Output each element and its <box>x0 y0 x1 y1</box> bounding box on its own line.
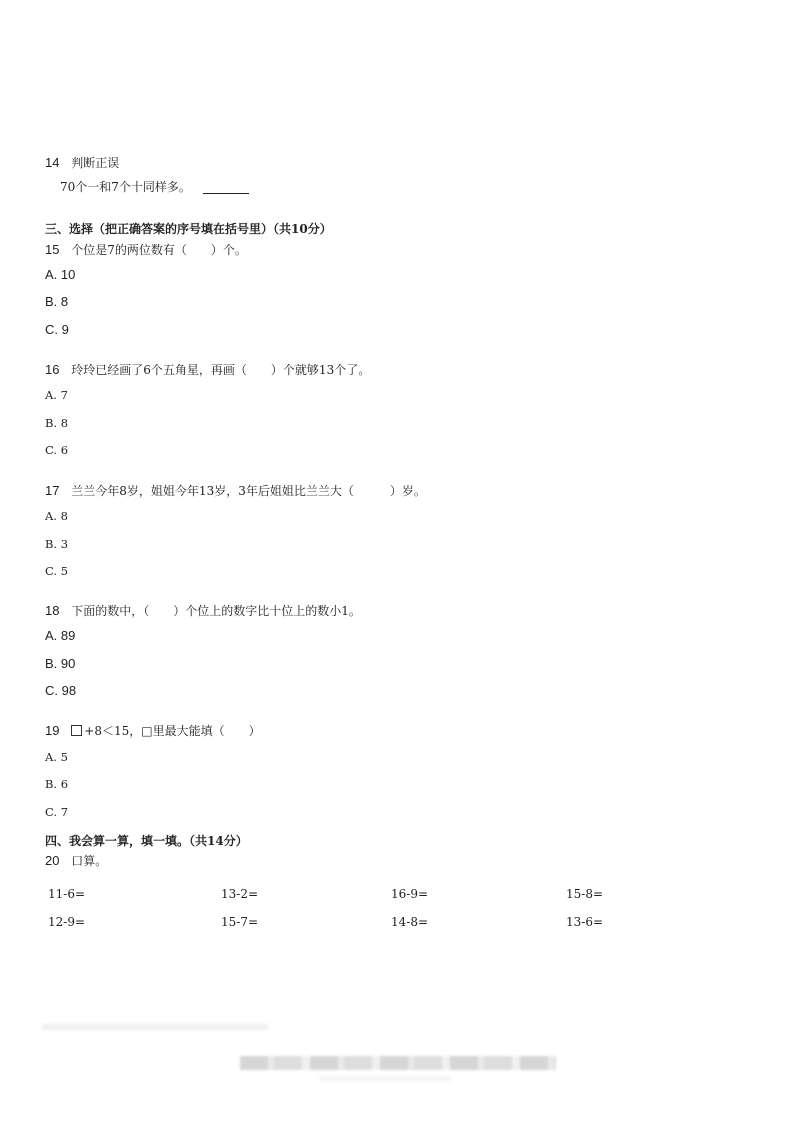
option-b[interactable]: B. 6 <box>45 777 69 791</box>
footer-faint-line <box>320 1077 450 1081</box>
option-c[interactable]: C. 5 <box>45 564 69 578</box>
footer-watermark <box>240 1056 556 1070</box>
option-c[interactable]: C. 9 <box>45 322 69 337</box>
calc-item: 11-6= <box>48 887 86 901</box>
calc-item: 13-6= <box>566 915 604 929</box>
statement-text: 70个一和7个十同样多。 <box>60 180 191 194</box>
question-17 <box>45 484 426 498</box>
question-text: 兰兰今年8岁，姐姐今年13岁，3年后姐姐比兰兰大（ ）岁。 <box>71 484 426 498</box>
option-a[interactable]: A. 7 <box>45 388 68 402</box>
question-number: 18 <box>45 603 60 618</box>
question-text: 下面的数中，（ ）个位上的数字比十位上的数小1。 <box>71 604 361 618</box>
question-14-statement <box>60 180 249 194</box>
question-19 <box>45 724 261 738</box>
question-text: 玲玲已经画了6个五角星，再画（ ）个就够13个了。 <box>71 363 371 377</box>
question-number: 15 <box>45 242 60 257</box>
option-b[interactable]: B. 8 <box>45 416 69 430</box>
question-title: 判断正误 <box>71 156 120 170</box>
section-3-title: 三、选择（把正确答案的序号填在括号里）（共10分） <box>45 222 332 236</box>
question-18 <box>45 604 361 618</box>
blank-box-icon <box>71 725 82 736</box>
calc-item: 16-9= <box>391 887 429 901</box>
option-c[interactable]: C. 6 <box>45 443 69 457</box>
question-14 <box>45 156 119 170</box>
question-text: +8＜15，□里最大能填（ ） <box>84 724 261 738</box>
option-b[interactable]: B. 90 <box>45 656 76 671</box>
question-number: 16 <box>45 362 60 377</box>
calc-item: 14-8= <box>391 915 429 929</box>
question-number: 20 <box>45 853 60 868</box>
question-16 <box>45 363 370 377</box>
question-number: 19 <box>45 723 60 738</box>
question-title: 口算。 <box>71 854 108 868</box>
calc-item: 13-2= <box>221 887 259 901</box>
calc-item: 15-8= <box>566 887 604 901</box>
option-b[interactable]: B. 8 <box>45 294 69 309</box>
section-4-title: 四、我会算一算，填一填。（共14分） <box>45 834 248 848</box>
calc-item: 12-9= <box>48 915 86 929</box>
calc-item: 15-7= <box>221 915 259 929</box>
question-number: 17 <box>45 483 60 498</box>
option-a[interactable]: A. 10 <box>45 267 76 282</box>
question-20 <box>45 854 107 868</box>
answer-blank[interactable] <box>203 183 249 194</box>
question-text: 个位是7的两位数有（ ）个。 <box>71 243 247 257</box>
option-b[interactable]: B. 3 <box>45 537 69 551</box>
question-number: 14 <box>45 155 60 170</box>
question-15 <box>45 243 247 257</box>
option-c[interactable]: C. 98 <box>45 683 77 698</box>
option-a[interactable]: A. 8 <box>45 509 68 523</box>
option-a[interactable]: A. 5 <box>45 750 68 764</box>
option-a[interactable]: A. 89 <box>45 628 76 643</box>
option-c[interactable]: C. 7 <box>45 805 69 819</box>
footer-faint-line <box>42 1024 268 1030</box>
